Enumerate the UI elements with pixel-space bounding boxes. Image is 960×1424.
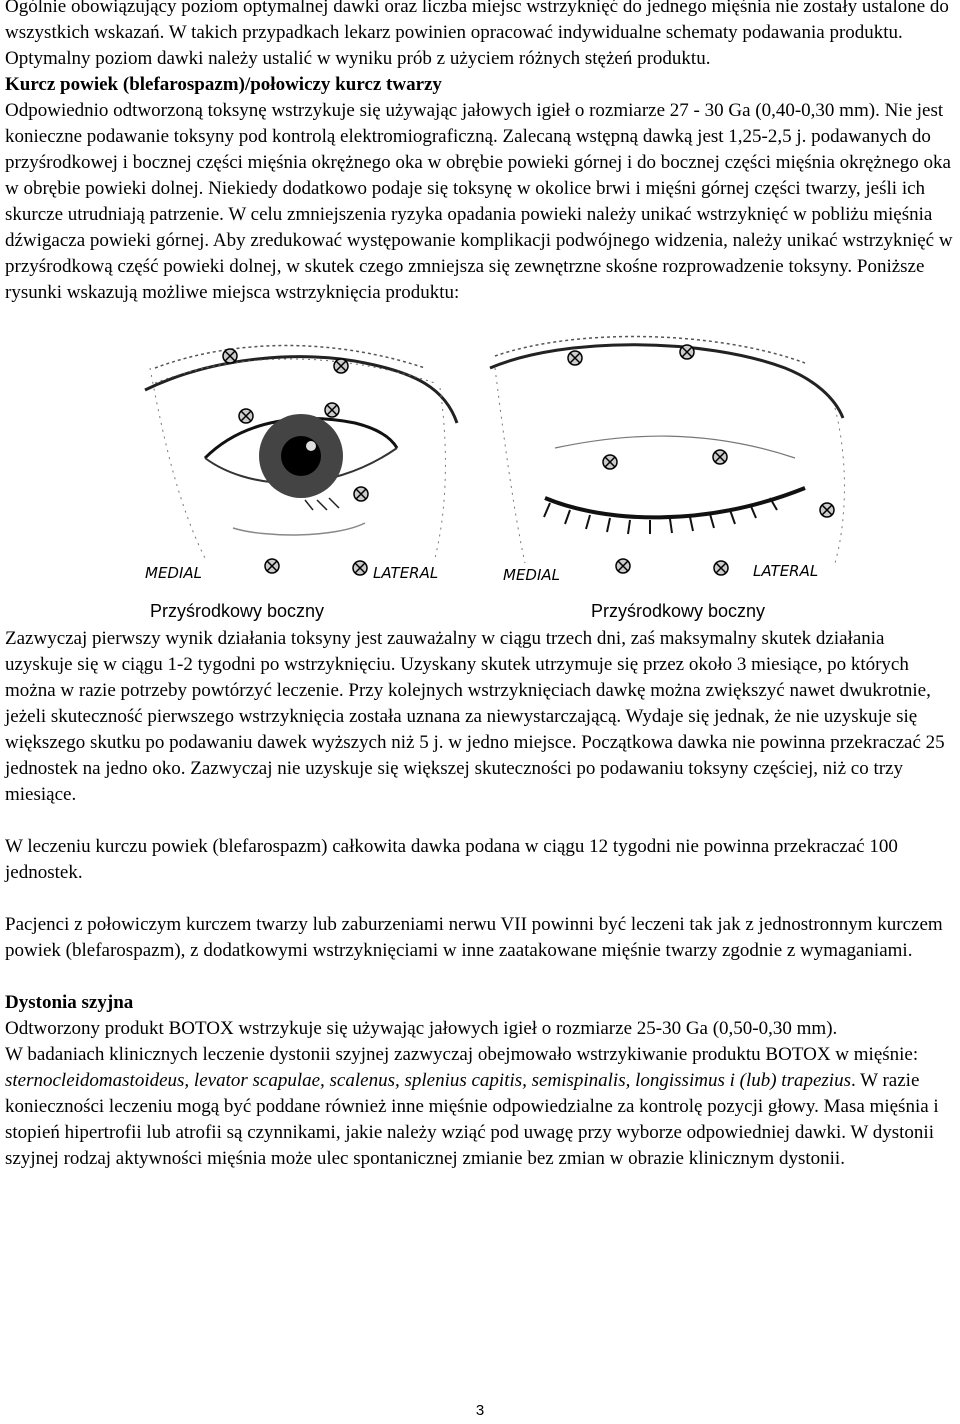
injection-site-marker	[265, 559, 279, 573]
figure-caption-left: Przyśrodkowy boczny	[150, 601, 325, 621]
blepharospasm-paragraph: Odpowiednio odtworzoną toksynę wstrzykuje się używając jałowych igieł o rozmiarze 27 - 30 Ga (0,40-0,30 mm). Nie jest konieczne podawanie toksyny pod kontrolą elektromiograficzną. Zalecaną wstępną dawką jest 1,25-2,5 j. podawanych do przyśrodkowej i bocznej części mięśnia okrężnego oka w obrębie powieki górnej i do bocznej części mięśnia okrężnego oka w obrębie powieki dolnej. Niekiedy dodatkowo podaje się toksynę w okolice brwi i mięśni górnej części twarzy, jeśli ich skurcze utrudniają patrzenie. W celu zmniejszenia ryzyka opadania powieki należy unikać wstrzyknięć w pobliżu mięśnia dźwigacza powieki górnej. Aby zredukować występowanie komplikacji podwójnego widzenia, należy unikać wstrzyknięć w przyśrodkową część powieki dolnej, w skutek czego zmniejsza się zewnętrzne skośne rozprowadzenie toksyny. Poniższe rysunki wskazują możliwe miejsca wstrzyknięcia produktu:	[5, 100, 953, 303]
injection-site-marker	[680, 345, 694, 359]
right-medial-label: MEDIAL	[503, 566, 561, 584]
injection-site-marker	[223, 349, 237, 363]
blepharospasm-heading: Kurcz powiek (blefarospazm)/połowiczy kurcz twarzy	[5, 74, 442, 95]
hemifacial-paragraph: Pacjenci z połowiczym kurczem twarzy lub zaburzeniami nerwu VII powinni być leczeni tak jak z jednostronnym kurczem powiek (blefarospazm), z dodatkowymi wstrzyknięciami w inne zaatakowane mięśnie twarzy zgodnie z wymaganiami.	[5, 914, 943, 961]
injection-site-marker	[325, 403, 339, 417]
left-lateral-label: LATERAL	[373, 564, 439, 582]
effect-paragraph: Zazwyczaj pierwszy wynik działania toksyny jest zauważalny w ciągu trzech dni, zaś maksymalny skutek działania uzyskuje się w ciągu 1-2 tygodni po wstrzyknięciu. Uzyskany skutek utrzymuje się przez około 3 miesiące, po których można w razie potrzeby powtórzyć leczenie. Przy kolejnych wstrzyknięciach dawkę można zwiększyć nawet dwukrotnie, jeżeli skuteczność pierwszego wstrzyknięcia została uznana za niewystarczającą. Wydaje się jednak, że nie uzyskuje się większego skutku po podawaniu dawek wyższych niż 5 j. w jedno miejsce. Początkowa dawka nie powinna przekraczać 25 jednostek na jedno oko. Zazwyczaj nie uzyskuje się większej skuteczności po podawaniu toksyny częściej, niż co trzy miesiące.	[5, 628, 945, 805]
injection-site-marker	[239, 409, 253, 423]
injection-site-marker	[603, 455, 617, 469]
muscle-list: sternocleidomastoideus, levator scapulae, scalenus, splenius capitis, semispinalis, longissimus i (lub) trapezius	[5, 1070, 851, 1091]
injection-site-marker	[568, 351, 582, 365]
injection-site-marker	[820, 503, 834, 517]
dystonia-text-end: . W razie konieczności leczeniu mogą być poddane również inne mięśnie odpowiedzialne za kontrolę pozycji głowy. Masa mięśnia i stopień hipertrofii lub atrofii są czynnikami, jakie należy wziąć pod uwagę przy wyborze odpowiedniej dawki. W dystonii szyjnej rodzaj aktywności mięśnia może ulec spontanicznej zmianie bez zmian w obrazie klinicznym dystonii.	[5, 1070, 939, 1169]
page-number: 3	[475, 1402, 485, 1419]
injection-site-marker	[353, 561, 367, 575]
right-lateral-label: LATERAL	[753, 562, 819, 580]
document-page	[5, 0, 955, 1172]
closed-eye-diagram	[490, 337, 844, 584]
dystonia-paragraph-2	[5, 1042, 955, 1172]
intro-paragraph: Ogólnie obowiązujący poziom optymalnej dawki oraz liczba miejsc wstrzyknięć do jednego mięśnia nie zostały ustalone do wszystkich wskazań. W takich przypadkach lekarz powinien opracować indywidualne schematy podawania produktu. Optymalny poziom dawki należy ustalić w wyniku prób z użyciem różnych stężeń produktu.	[5, 0, 949, 69]
injection-site-marker	[334, 359, 348, 373]
left-medial-label: MEDIAL	[145, 564, 203, 582]
total-dose-paragraph: W leczeniu kurczu powiek (blefarospazm) całkowita dawka podana w ciągu 12 tygodni nie powinna przekraczać 100 jednostek.	[5, 836, 898, 883]
injection-site-marker	[354, 487, 368, 501]
injection-site-marker	[616, 559, 630, 573]
injection-site-marker	[714, 561, 728, 575]
dystonia-text-start: W badaniach klinicznych leczenie dystonii szyjnej zazwyczaj obejmowało wstrzykiwanie produktu BOTOX w mięśnie:	[5, 1044, 919, 1065]
dystonia-paragraph-1: Odtworzony produkt BOTOX wstrzykuje się używając jałowych igieł o rozmiarze 25-30 Ga (0,50-0,30 mm).	[5, 1018, 838, 1039]
figure-caption-right: Przyśrodkowy boczny	[591, 601, 766, 621]
eye-diagrams	[5, 328, 955, 598]
injection-sites-figure	[5, 328, 955, 626]
dystonia-heading: Dystonia szyjna	[5, 992, 134, 1013]
injection-site-marker	[713, 450, 727, 464]
open-eye-diagram	[145, 346, 457, 583]
